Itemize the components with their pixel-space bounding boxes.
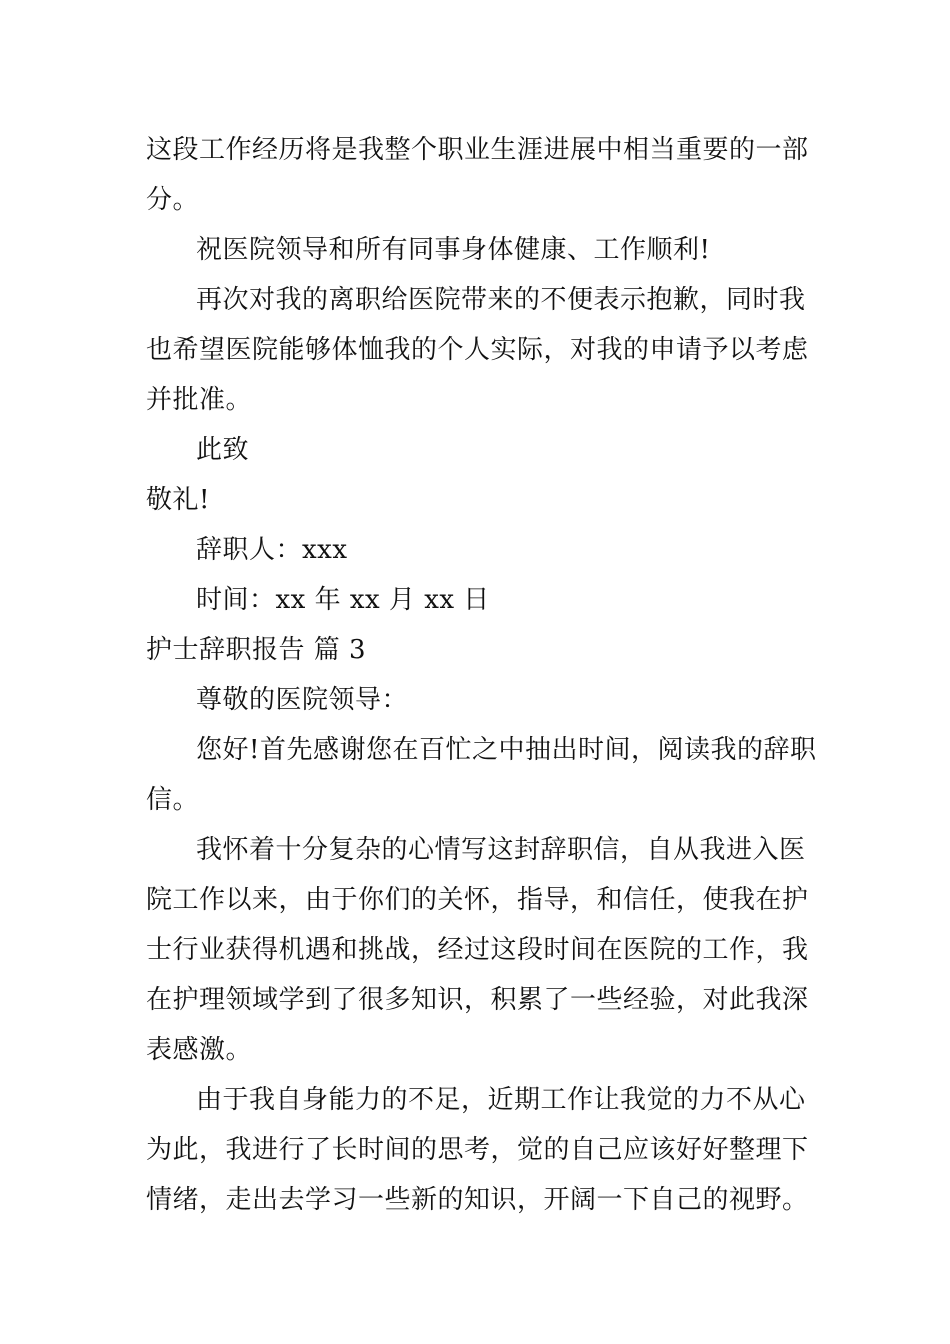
paragraph-line: 在护理领域学到了很多知识，积累了一些经验，对此我深 [146, 985, 809, 1015]
date-line: 时间：xx 年 xx 月 xx 日 [196, 585, 490, 615]
paragraph-line: 院工作以来，由于你们的关怀，指导，和信任，使我在护 [146, 885, 809, 915]
paragraph-line: 也希望医院能够体恤我的个人实际，对我的申请予以考虑 [146, 335, 809, 365]
paragraph-line: 为此，我进行了长时间的思考，觉的自己应该好好整理下 [146, 1135, 809, 1165]
paragraph-line: 分。 [146, 185, 200, 215]
greeting-line: 尊敬的医院领导： [196, 685, 409, 715]
salutation-line: 敬礼! [146, 485, 210, 515]
paragraph-line: 并批准。 [146, 385, 253, 415]
paragraph-line: 我怀着十分复杂的心情写这封辞职信，自从我进入医 [196, 835, 806, 865]
paragraph-line: 情绪，走出去学习一些新的知识，开阔一下自己的视野。 [146, 1185, 809, 1215]
paragraph-line: 士行业获得机遇和挑战，经过这段时间在医院的工作，我 [146, 935, 809, 965]
paragraph-line: 表感激。 [146, 1035, 253, 1065]
signer-line: 辞职人：xxx [196, 535, 348, 565]
paragraph-line: 再次对我的离职给医院带来的不便表示抱歉，同时我 [196, 285, 806, 315]
section-title: 护士辞职报告 篇 3 [146, 635, 367, 665]
paragraph-line: 由于我自身能力的不足，近期工作让我觉的力不从心 [196, 1085, 806, 1115]
salutation-line: 此致 [196, 435, 250, 465]
paragraph-line: 您好!首先感谢您在百忙之中抽出时间，阅读我的辞职 [196, 735, 817, 765]
closing-wish-line: 祝医院领导和所有同事身体健康、工作顺利! [196, 235, 711, 265]
paragraph-line: 信。 [146, 785, 200, 815]
paragraph-line: 这段工作经历将是我整个职业生涯进展中相当重要的一部 [146, 135, 809, 165]
